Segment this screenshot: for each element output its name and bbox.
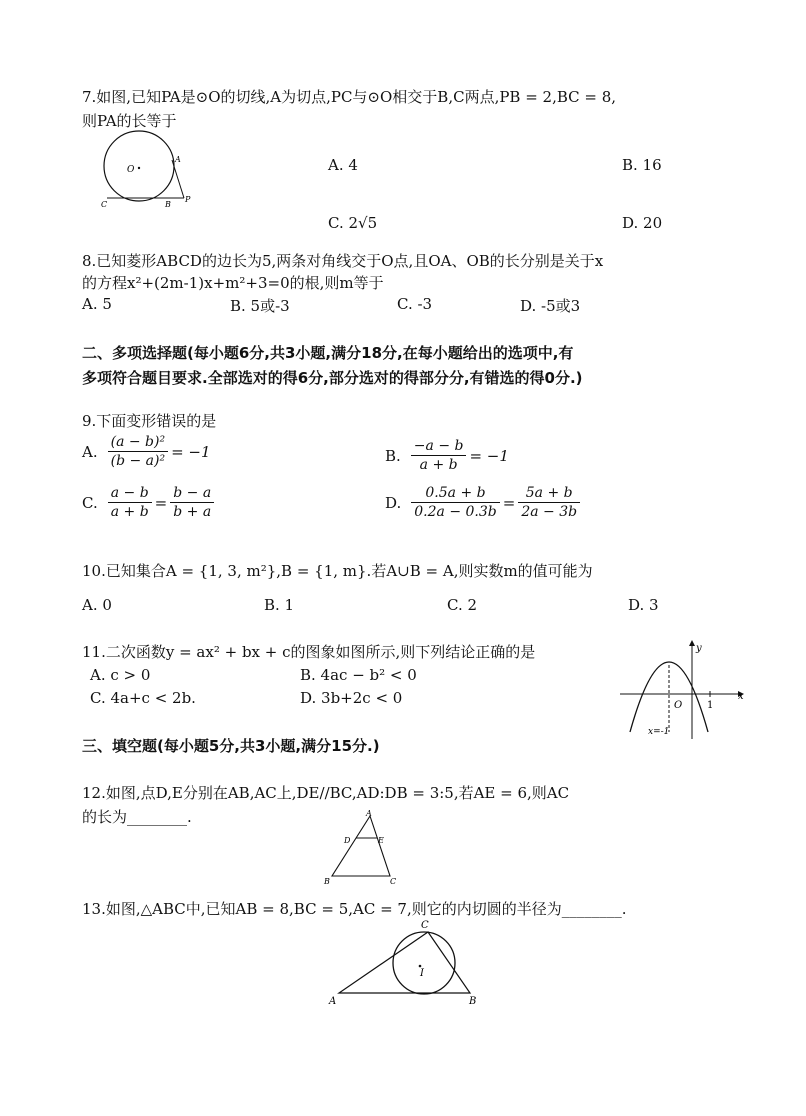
- q12-label-a: A: [366, 809, 372, 818]
- q8-option-a: A. 5: [82, 295, 112, 313]
- q9-c-numerator-right: b − a: [170, 484, 214, 503]
- q11-option-d: D. 3b+2c < 0: [300, 689, 403, 707]
- q7-line1: 7.如图,已知PA是⊙O的切线,A为切点,PC与⊙O相交于B,C两点,PB = 2,BC = 8,: [82, 88, 617, 106]
- q12-triangle: [332, 816, 390, 876]
- q13-triangle: [339, 932, 470, 993]
- q9-stem: 9.下面变形错误的是: [82, 412, 217, 430]
- q11-option-a: A. c > 0: [90, 666, 151, 684]
- q11-option-b: B. 4ac − b² < 0: [300, 666, 417, 684]
- q11-stem: 11.二次函数y = ax² + bx + c的图象如图所示,则下列结论正确的是: [82, 643, 536, 661]
- q9-c-equals: =: [154, 493, 168, 512]
- q7-option-b: B. 16: [622, 156, 662, 174]
- q9-d-equals: =: [502, 493, 516, 512]
- q7-option-a: A. 4: [328, 156, 358, 174]
- q11-figure: [612, 637, 747, 742]
- q9-b-rhs: = −1: [469, 446, 509, 465]
- q9-c-label: C.: [82, 493, 98, 512]
- q9-c-denominator-right: b + a: [173, 504, 212, 520]
- q9-a-label: A.: [82, 442, 98, 461]
- q9-b-numerator: −a − b: [411, 437, 467, 456]
- section3-heading: 三、填空题(每小题5分,共3小题,满分15分.): [82, 737, 380, 755]
- q9-option-a: [82, 433, 211, 470]
- q11-label-o: O: [674, 700, 683, 711]
- q7-tangent: [172, 160, 184, 198]
- q12-line1: 12.如图,点D,E分别在AB,AC上,DE//BC,AD:DB = 3:5,若AE = 6,则AC: [82, 784, 570, 802]
- q9-d-numerator-right: 5a + b: [518, 484, 580, 503]
- q7-line2: 则PA的长等于: [82, 112, 177, 130]
- q13-figure: [325, 918, 485, 1008]
- q8-option-c: C. -3: [397, 295, 433, 313]
- q9-d-fraction-right: [518, 484, 580, 521]
- q11-label-x: x: [738, 691, 744, 702]
- q13-incircle: [393, 932, 455, 994]
- q9-d-label: D.: [385, 493, 402, 512]
- q11-y-arrow-icon: [689, 640, 695, 646]
- q10-option-b: B. 1: [264, 596, 295, 614]
- q7-figure: [95, 130, 195, 210]
- q11-option-c: C. 4a+c < 2b.: [90, 689, 196, 707]
- q11-label-axis: x=-1: [648, 727, 670, 737]
- q10-option-c: C. 2: [447, 596, 478, 614]
- q7-label-a: A: [175, 155, 181, 164]
- q12-label-b: B: [324, 877, 330, 886]
- q11-label-1: 1: [707, 700, 714, 711]
- q9-d-fraction-left: [411, 484, 499, 521]
- q7-center-dot: [138, 167, 140, 169]
- q9-b-fraction: [411, 437, 467, 474]
- q8-line2: 的方程x²+(2m-1)x+m²+3=0的根,则m等于: [82, 274, 384, 292]
- q13-incenter-dot: [419, 965, 422, 968]
- q9-c-denominator-left: a + b: [110, 504, 149, 520]
- q9-d-denominator-right: 2a − 3b: [521, 504, 578, 520]
- q7-option-c: C. 2√5: [328, 214, 378, 232]
- q12-label-c: C: [390, 877, 397, 886]
- q12-label-e: E: [378, 836, 384, 845]
- section2-heading-line1: 二、多项选择题(每小题6分,共3小题,满分18分,在每小题给出的选项中,有: [82, 344, 574, 362]
- q8-option-b: B. 5或-3: [230, 297, 290, 315]
- q9-a-numerator: (a − b)²: [108, 433, 168, 452]
- q7-label-p: P: [185, 195, 191, 204]
- q7-label-o: O: [127, 165, 135, 175]
- q8-option-d: D. -5或3: [520, 297, 581, 315]
- q9-d-denominator-left: 0.2a − 0.3b: [414, 504, 497, 520]
- q12-line2: 的长为________.: [82, 808, 192, 826]
- q9-c-fraction-left: [108, 484, 152, 521]
- q9-option-c: [82, 484, 214, 521]
- q13-label-a: A: [329, 996, 337, 1007]
- q11-label-y: y: [696, 643, 702, 654]
- q7-circle: [104, 131, 174, 201]
- q9-c-fraction-right: [170, 484, 214, 521]
- q10-option-a: A. 0: [82, 596, 112, 614]
- q7-label-c: C: [101, 200, 108, 209]
- q13-line1: 13.如图,△ABC中,已知AB = 8,BC = 5,AC = 7,则它的内切圆的半径为________.: [82, 900, 627, 918]
- q10-stem: 10.已知集合A = {1, 3, m²},B = {1, m}.若A∪B = A,则实数m的值可能为: [82, 562, 593, 580]
- q7-label-b: B: [165, 200, 171, 209]
- q9-b-label: B.: [385, 446, 401, 465]
- q9-c-numerator-left: a − b: [108, 484, 152, 503]
- q9-d-numerator-left: 0.5a + b: [411, 484, 499, 503]
- q9-option-b: [385, 437, 509, 474]
- q12-label-d: D: [344, 836, 351, 845]
- q9-a-fraction: [108, 433, 168, 470]
- q8-line1: 8.已知菱形ABCD的边长为5,两条对角线交于O点,且OA、OB的长分别是关于x: [82, 252, 604, 270]
- q10-option-d: D. 3: [628, 596, 659, 614]
- section2-heading-line2: 多项符合题目要求.全部选对的得6分,部分选对的得部分分,有错选的得0分.): [82, 369, 583, 387]
- q9-a-rhs: = −1: [171, 442, 211, 461]
- q9-b-denominator: a + b: [419, 457, 458, 473]
- q9-option-d: [385, 484, 580, 521]
- q12-figure: [320, 806, 402, 888]
- q13-label-b: B: [469, 996, 477, 1007]
- q7-option-d: D. 20: [622, 214, 663, 232]
- q13-label-i: I: [420, 968, 424, 979]
- q9-a-denominator: (b − a)²: [110, 453, 166, 469]
- q13-label-c: C: [421, 920, 429, 931]
